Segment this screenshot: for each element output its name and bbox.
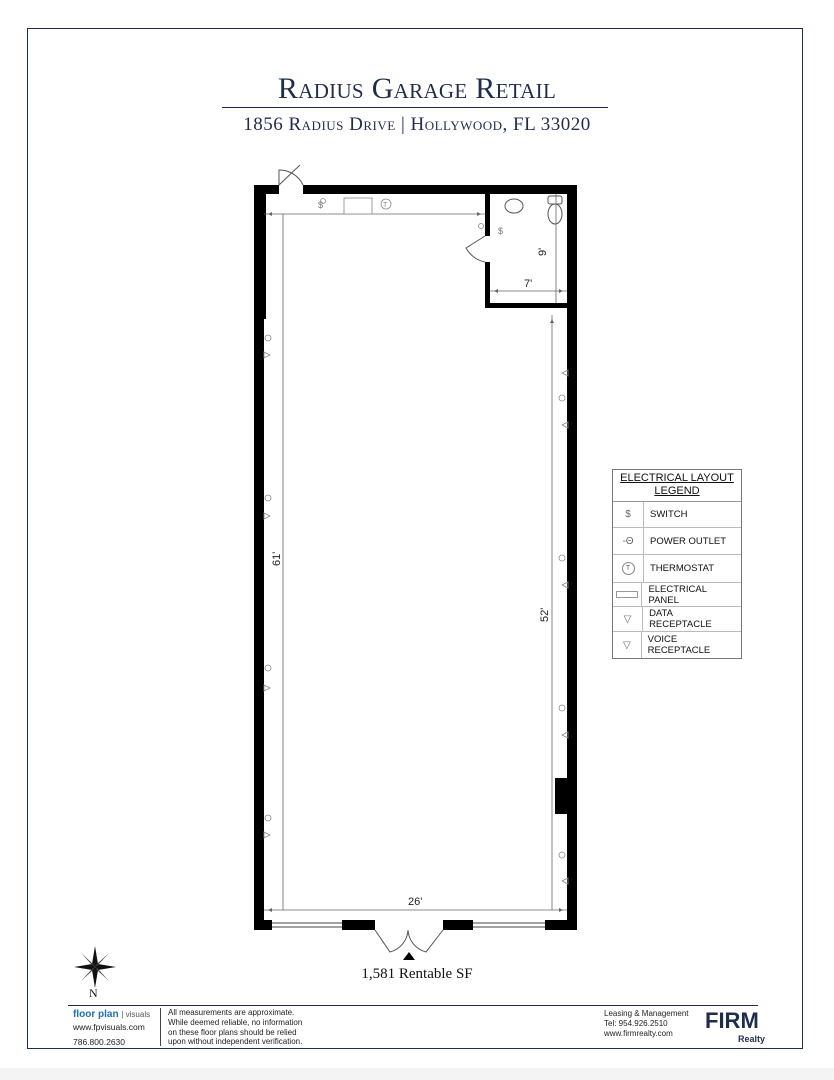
compass-north-label: N — [89, 986, 98, 1000]
dim-right-length: 52' — [539, 607, 551, 622]
brand-bold: floor plan — [73, 1009, 119, 1020]
legend-label: POWER OUTLET — [650, 535, 727, 547]
firm-realty-sub: Realty — [738, 1034, 766, 1044]
power-outlets — [265, 199, 565, 859]
leasing-title: Leasing & Management — [604, 1009, 689, 1018]
disclaimer-line: All measurements are approximate. — [168, 1008, 295, 1017]
fpvisuals-phone: 786.800.2630 — [73, 1037, 125, 1047]
legend-label: THERMOSTAT — [650, 563, 715, 574]
legend-title-line2: LEGEND — [654, 485, 700, 497]
fpvisuals-website[interactable]: www.fpvisuals.com — [73, 1022, 145, 1032]
dim-bathroom-height: 9' — [537, 247, 549, 256]
legend-label: SWITCH — [650, 509, 688, 520]
disclaimer — [168, 1008, 338, 1047]
page-title: Radius Garage Retail — [277, 72, 557, 105]
data-receptacles — [264, 352, 568, 884]
footer-vertical-divider — [160, 1008, 161, 1046]
dimension-ticks — [268, 212, 563, 912]
legend-row-thermostat — [613, 555, 741, 583]
leasing-website[interactable]: www.firmrealty.com — [604, 1028, 673, 1038]
bathroom-door-icon — [466, 236, 485, 262]
front-door-right-icon — [408, 930, 443, 952]
exterior-walls — [254, 185, 577, 930]
rear-door-icon — [279, 170, 303, 185]
legend-row-switch — [613, 502, 741, 528]
switch-symbol: $ — [498, 226, 504, 236]
legend-label: ELECTRICAL PANEL — [648, 583, 707, 606]
panel-glyph — [616, 591, 638, 598]
legend-row-outlet — [613, 528, 741, 555]
data-receptacle-icon: ▽ — [613, 607, 643, 631]
dim-bottom-width: 26' — [408, 896, 423, 908]
thermostat-symbol: T — [383, 202, 388, 209]
thermostat-glyph: T — [622, 562, 635, 575]
sink-icon — [505, 199, 523, 213]
electrical-panel-icon — [613, 583, 642, 606]
dim-bathroom-width: 7' — [524, 278, 533, 290]
thermostat-icon — [381, 199, 391, 209]
dim-left-length: 61' — [271, 551, 283, 566]
legend-title — [613, 470, 741, 502]
electrical-legend — [612, 469, 742, 659]
legend-label: VOICE RECEPTACLE — [647, 634, 711, 656]
front-door-left-icon — [375, 930, 408, 952]
disclaimer-line: While deemed reliable, no information — [168, 1017, 303, 1027]
fpvisuals-logo — [73, 1009, 150, 1020]
compass-rose-icon — [74, 946, 116, 988]
electrical-panel-icon — [344, 198, 372, 214]
power-outlet-icon: -Θ — [613, 528, 644, 554]
thermostat-icon — [613, 555, 644, 582]
dimension-lines — [264, 194, 567, 910]
bathroom-fixtures — [505, 196, 562, 224]
voice-receptacle-icon: ▽ — [613, 632, 642, 658]
firm-realty-logo: FIRM — [705, 1008, 759, 1033]
leasing-phone: Tel: 954.926.2510 — [604, 1018, 668, 1028]
disclaimer-line: on these floor plans should be relied — [168, 1027, 297, 1037]
disclaimer-line: upon without independent verification. — [168, 1037, 303, 1047]
entry-arrow-icon — [403, 952, 415, 960]
switch-symbol: $ — [318, 200, 324, 210]
leasing-contact — [604, 1009, 689, 1038]
footer-divider — [68, 1005, 758, 1006]
legend-label: DATA RECEPTACLE — [649, 608, 712, 630]
legend-title-line1: ELECTRICAL LAYOUT — [620, 472, 734, 484]
toilet-icon — [548, 204, 562, 224]
address-subtitle: 1856 Radius Drive | Hollywood, FL 33020 — [243, 114, 591, 135]
legend-row-voice — [613, 632, 741, 658]
legend-row-data — [613, 607, 741, 632]
switch-icon: $ — [613, 502, 644, 527]
storefront-windows — [272, 923, 545, 927]
brand-thin: | visuals — [121, 1010, 151, 1019]
legend-row-panel — [613, 583, 741, 607]
rentable-sf-label: 1,581 Rentable SF — [361, 966, 473, 982]
doors — [279, 165, 485, 952]
